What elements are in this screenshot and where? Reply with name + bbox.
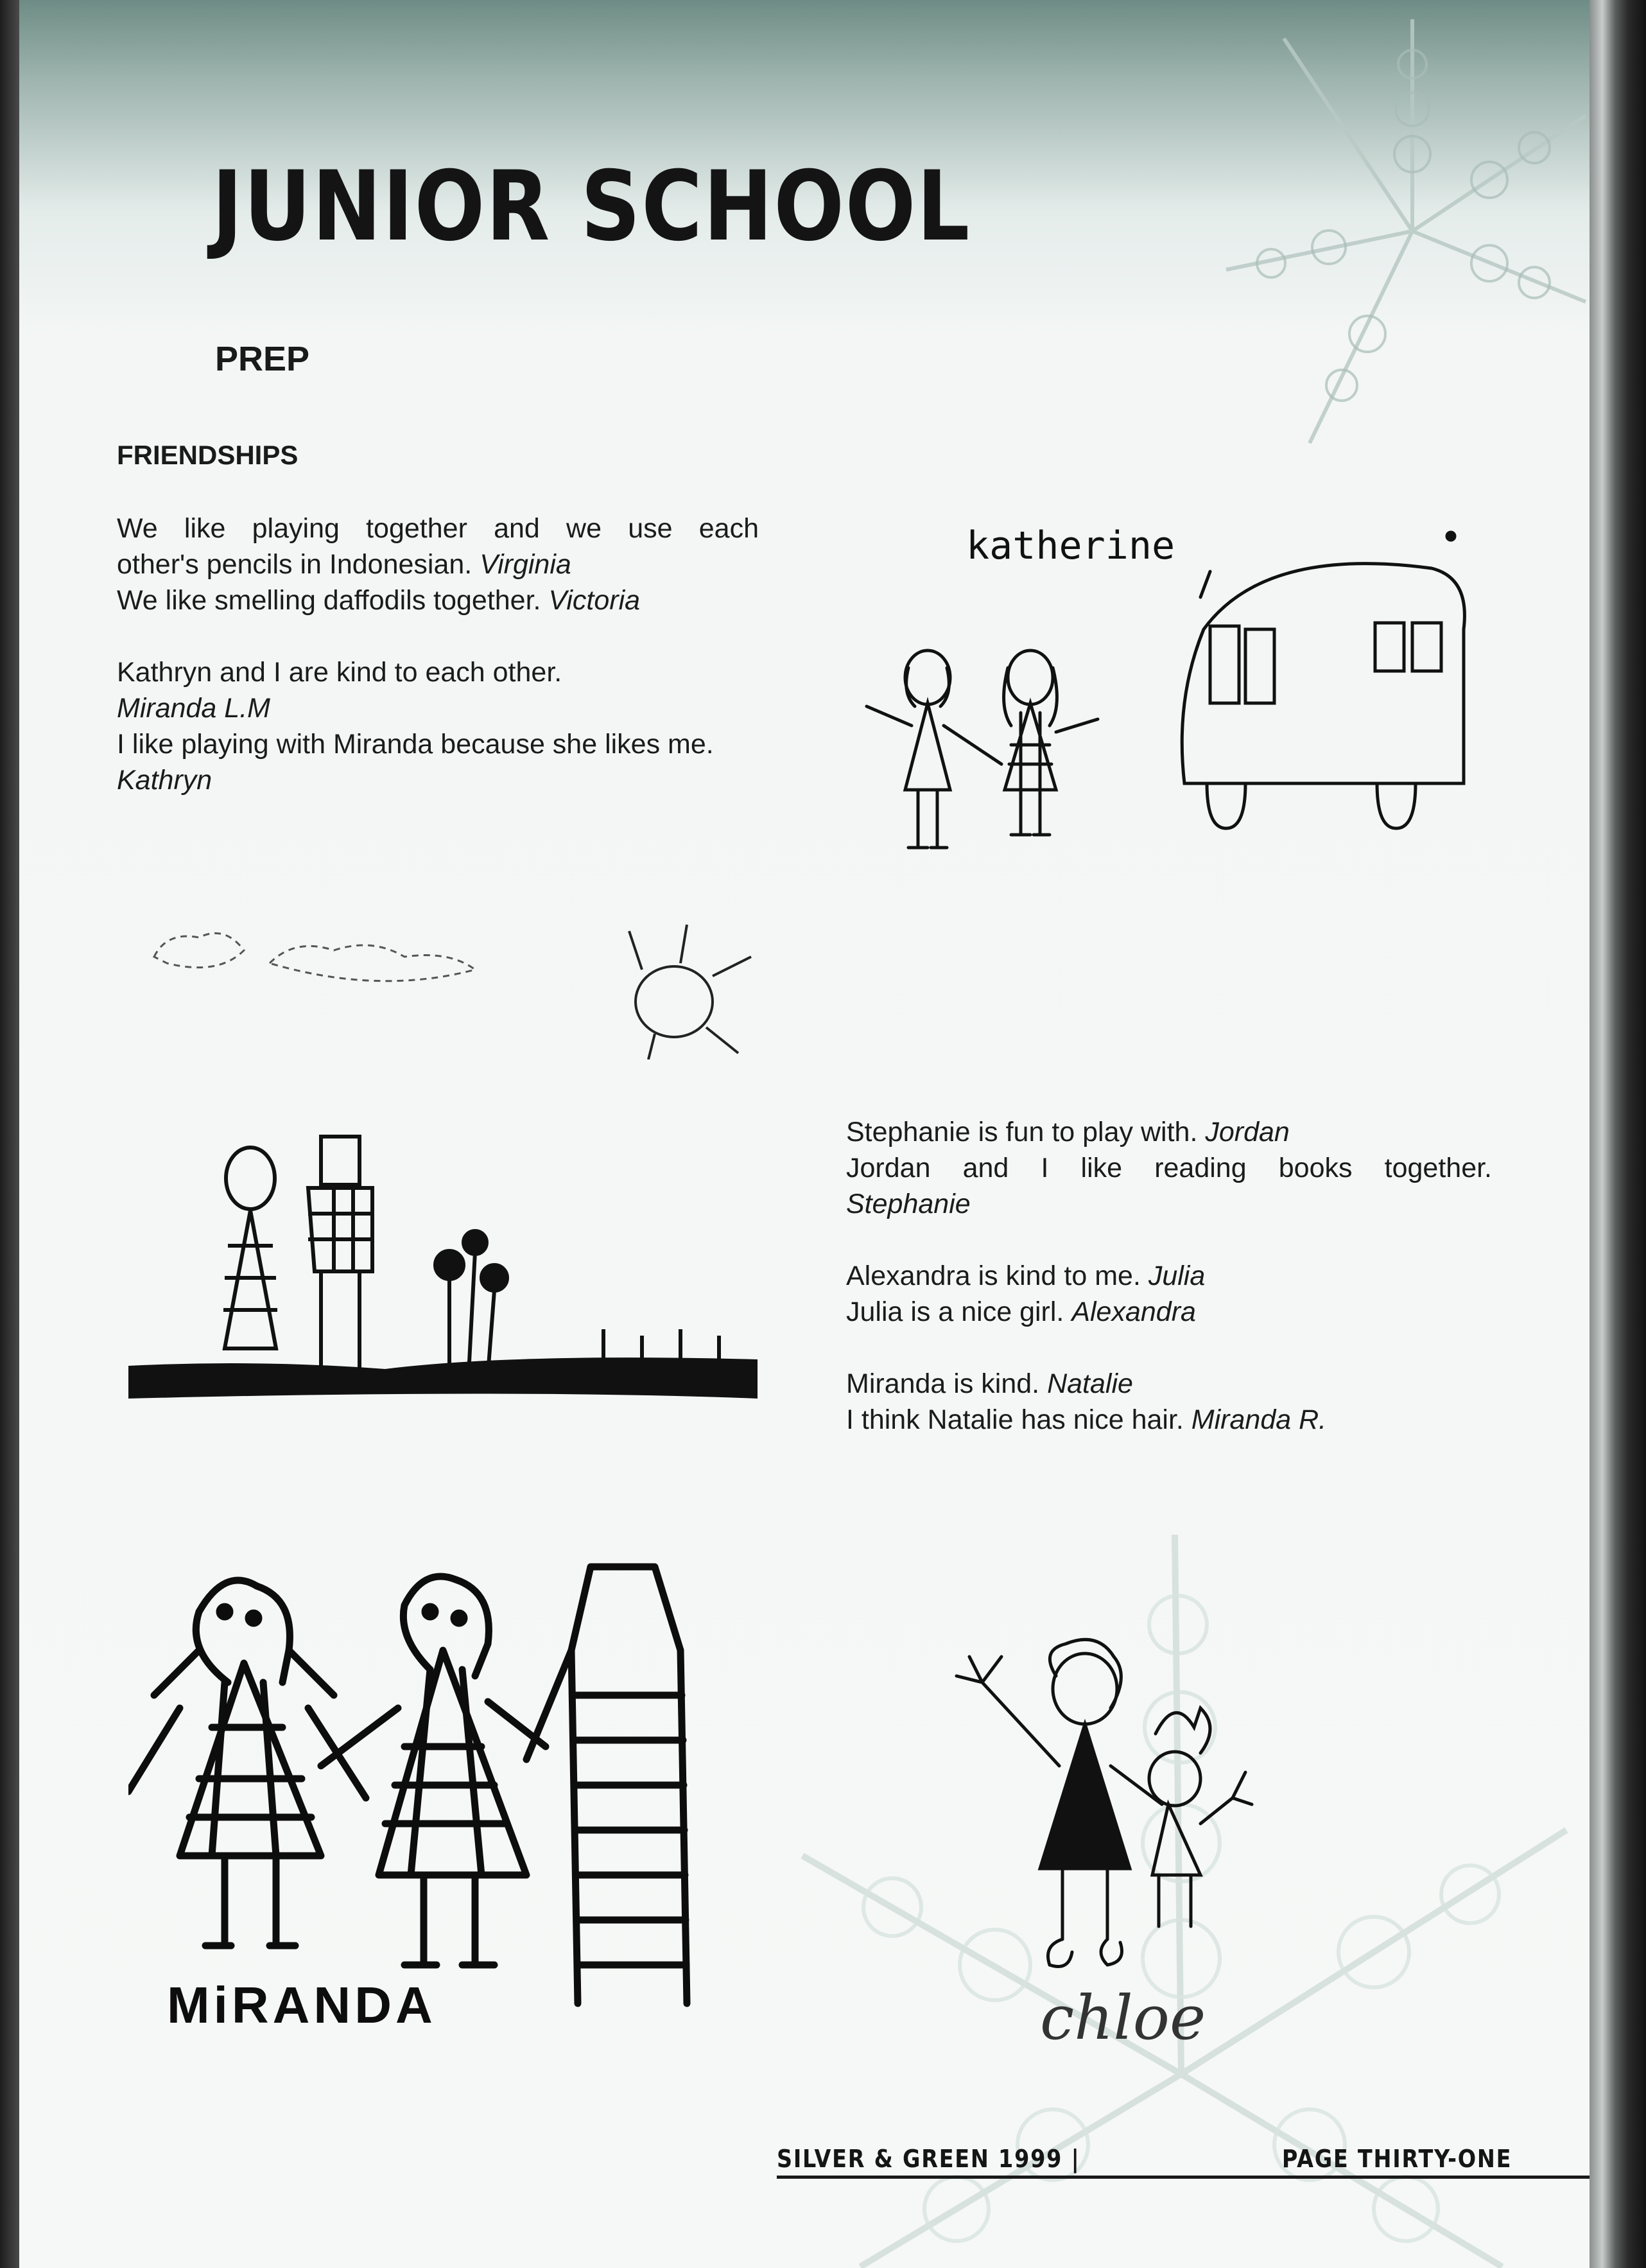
author-name: Natalie: [1047, 1368, 1133, 1399]
yearbook-page: [19, 0, 1590, 2268]
quote-line: Jordan and I like reading books together.: [846, 1153, 1492, 1183]
author-name: Stephanie: [846, 1189, 971, 1219]
right-quotes: [846, 1114, 1492, 1474]
quote-line: Stephanie is fun to play with. Jordan: [846, 1117, 1290, 1147]
child-drawing-figures-flowers: [128, 1117, 758, 1406]
left-quotes: [117, 510, 759, 834]
quote-group: [846, 1258, 1492, 1330]
child-drawing-clouds-sun: [141, 905, 783, 1060]
quote-group: [117, 654, 759, 798]
author-name: Julia: [1148, 1260, 1206, 1291]
miranda-label: MiRANDA: [167, 1976, 437, 2034]
page-number: PAGE THIRTY-ONE: [1281, 2145, 1512, 2173]
quote-line: Alexandra is kind to me. Julia: [846, 1260, 1206, 1291]
quote-line: other's pencils in Indonesian. Virginia: [117, 549, 571, 580]
page-title: JUNIOR SCHOOL: [212, 151, 971, 263]
quote-line: We like playing together and we use each: [117, 513, 759, 544]
author-name: Miranda L.M: [117, 693, 270, 724]
child-drawing-miranda: [128, 1554, 758, 2042]
page-footer: [777, 2145, 1590, 2179]
chloe-label: chloe: [1040, 1983, 1206, 2054]
author-name: Kathryn: [117, 765, 212, 796]
quote-line: Kathryn and I are kind to each other.: [117, 657, 562, 688]
author-name: Virginia: [480, 549, 571, 580]
section-heading: FRIENDSHIPS: [117, 440, 299, 470]
quote-line: Julia is a nice girl. Alexandra: [846, 1296, 1196, 1327]
child-drawing-chloe: [931, 1605, 1290, 2068]
quote-line: We like smelling daffodils together. Victoria: [117, 585, 641, 616]
quote-line: I like playing with Miranda because she likes me.: [117, 729, 714, 760]
child-drawing-katherine-bus: [854, 507, 1509, 873]
katherine-label: katherine: [966, 523, 1175, 568]
fern-star-top-decoration: [1200, 0, 1590, 462]
quote-line: Miranda is kind. Natalie: [846, 1368, 1133, 1399]
author-name: Alexandra: [1071, 1296, 1196, 1327]
author-name: Jordan: [1205, 1117, 1290, 1147]
quote-group: [117, 510, 759, 618]
author-name: Miranda R.: [1191, 1404, 1327, 1435]
quote-group: [846, 1114, 1492, 1222]
author-name: Victoria: [548, 585, 641, 616]
quote-line: I think Natalie has nice hair. Miranda R.: [846, 1404, 1327, 1435]
book-gutter: [0, 0, 19, 2268]
page-subtitle: PREP: [215, 340, 310, 378]
book-spine: [1590, 0, 1646, 2268]
publication-name: SILVER & GREEN 1999 |: [777, 2145, 1080, 2173]
quote-group: [846, 1366, 1492, 1438]
